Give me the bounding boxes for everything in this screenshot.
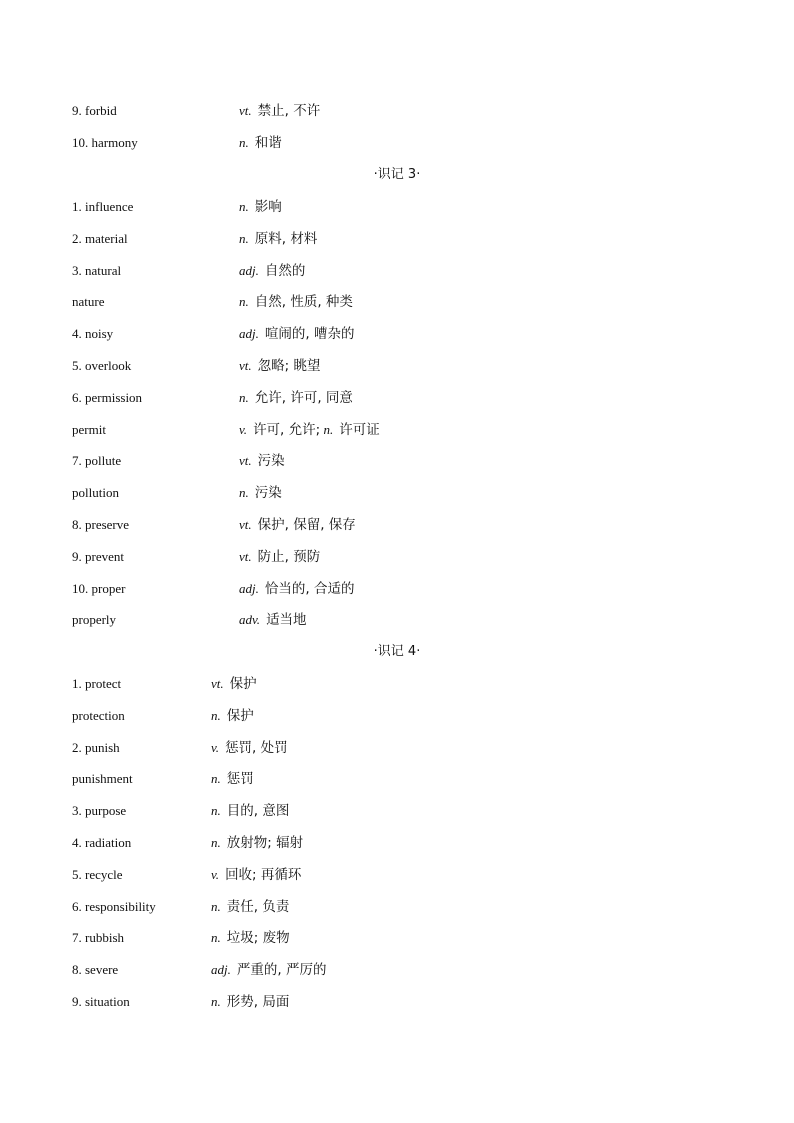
vocab-word: pollution	[72, 485, 119, 500]
vocab-word: 9. situation	[72, 994, 130, 1009]
chinese-meaning: 严重的, 严厉的	[236, 962, 327, 978]
vocab-definition	[211, 673, 257, 695]
chinese-meaning: 恰当的, 合适的	[264, 581, 355, 597]
vocab-word: 6. responsibility	[72, 899, 156, 914]
part-of-speech: n.	[239, 231, 249, 246]
chinese-meaning: 适当地	[266, 612, 307, 628]
vocab-word: punishment	[72, 771, 133, 786]
chinese-meaning: 禁止, 不许	[257, 103, 321, 119]
vocab-definition	[211, 991, 289, 1013]
vocab-definition	[239, 260, 305, 282]
part-of-speech: n.	[211, 994, 221, 1009]
section-heading-4: ·识记 4·	[373, 644, 421, 659]
vocab-word: 7. rubbish	[72, 930, 124, 945]
chinese-meaning: 喧闹的, 嘈杂的	[264, 326, 355, 342]
vocab-definition	[239, 578, 354, 600]
part-of-speech: vt.	[239, 549, 252, 564]
vocab-word: 4. noisy	[72, 326, 114, 341]
vocab-definition	[239, 482, 282, 504]
vocab-definition	[211, 896, 289, 918]
vocab-word: 3. natural	[72, 263, 122, 278]
chinese-meaning: 原料, 材料	[254, 231, 318, 247]
part-of-speech: n.	[211, 803, 221, 818]
vocab-definition	[239, 419, 380, 441]
chinese-meaning: 自然的	[264, 263, 306, 279]
vocab-word: protection	[72, 708, 125, 723]
vocab-word: 8. preserve	[72, 517, 130, 532]
chinese-meaning: 目的, 意图	[226, 803, 290, 819]
vocab-word: 10. proper	[72, 581, 126, 596]
part-of-speech: n.	[239, 199, 249, 214]
vocab-definition	[211, 800, 289, 822]
vocab-definition	[239, 228, 317, 250]
part-of-speech: n.	[211, 835, 221, 850]
vocab-word: 9. forbid	[72, 103, 117, 118]
chinese-meaning: 回收; 再循环	[225, 867, 302, 883]
vocab-word: properly	[72, 612, 117, 627]
part-of-speech: n.	[211, 771, 221, 786]
chinese-meaning: 防止, 预防	[257, 549, 321, 565]
chinese-meaning: 和谐	[254, 135, 282, 151]
section-heading-3: ·识记 3·	[373, 167, 421, 182]
vocab-definition	[239, 514, 356, 536]
part-of-speech: v.	[211, 740, 220, 755]
part-of-speech: vt.	[211, 676, 224, 691]
chinese-meaning: 许可证	[339, 422, 380, 438]
part-of-speech: adj.	[239, 326, 259, 341]
part-of-speech: v.	[239, 422, 248, 437]
chinese-meaning: 污染	[257, 453, 285, 469]
vocab-word: 9. prevent	[72, 549, 124, 564]
vocab-definition	[211, 705, 254, 727]
chinese-meaning: 自然, 性质, 种类	[254, 294, 353, 310]
chinese-meaning: 责任, 负责	[226, 899, 290, 915]
vocab-word: 8. severe	[72, 962, 119, 977]
vocab-definition	[239, 100, 320, 122]
vocab-word: nature	[72, 294, 105, 309]
part-of-speech: vt.	[239, 103, 252, 118]
part-of-speech: adj.	[239, 263, 259, 278]
chinese-meaning: 保护	[229, 676, 257, 692]
chinese-meaning: 允许, 许可, 同意	[254, 390, 353, 406]
part-of-speech: vt.	[239, 453, 252, 468]
vocab-definition	[239, 196, 282, 218]
chinese-meaning: 影响	[254, 199, 282, 215]
vocab-definition	[239, 546, 320, 568]
chinese-meaning: 污染	[254, 485, 282, 501]
part-of-speech: adj.	[239, 581, 259, 596]
vocab-word: 6. permission	[72, 390, 143, 405]
chinese-meaning: 放射物; 辐射	[226, 835, 304, 851]
chinese-meaning: 垃圾; 废物	[226, 930, 290, 946]
vocab-word: 5. recycle	[72, 867, 123, 882]
part-of-speech: n.	[323, 422, 334, 437]
part-of-speech: n.	[239, 390, 249, 405]
part-of-speech: n.	[211, 930, 221, 945]
vocab-definition	[239, 323, 354, 345]
vocab-word: 7. pollute	[72, 453, 122, 468]
vocab-word: 5. overlook	[72, 358, 132, 373]
chinese-meaning: 惩罚	[226, 771, 254, 787]
part-of-speech: adv.	[239, 612, 261, 627]
part-of-speech: n.	[239, 294, 249, 309]
vocab-definition	[239, 450, 285, 472]
vocab-definition	[211, 832, 303, 854]
vocab-word: 1. influence	[72, 199, 134, 214]
part-of-speech: n.	[211, 899, 221, 914]
chinese-meaning: 惩罚, 处罚	[225, 740, 288, 756]
vocab-word: 1. protect	[72, 676, 122, 691]
vocab-definition	[239, 609, 307, 631]
vocab-word: 4. radiation	[72, 835, 132, 850]
vocab-definition	[211, 864, 301, 886]
vocab-definition	[239, 132, 282, 154]
chinese-meaning: 保护	[226, 708, 254, 724]
vocab-word: 2. punish	[72, 740, 120, 755]
vocab-definition	[211, 737, 288, 759]
chinese-meaning: 保护, 保留, 保存	[257, 517, 356, 533]
vocab-definition	[239, 387, 353, 409]
part-of-speech: vt.	[239, 358, 252, 373]
part-of-speech: n.	[239, 135, 249, 150]
vocab-word: 10. harmony	[72, 135, 138, 150]
vocab-definition	[211, 959, 326, 981]
vocab-definition	[239, 291, 353, 313]
vocab-word: 2. material	[72, 231, 128, 246]
vocab-definition	[211, 927, 290, 949]
chinese-meaning: 形势, 局面	[226, 994, 290, 1010]
vocab-definition	[211, 768, 254, 790]
part-of-speech: vt.	[239, 517, 252, 532]
part-of-speech: n.	[239, 485, 249, 500]
part-of-speech: v.	[211, 867, 220, 882]
part-of-speech: n.	[211, 708, 221, 723]
vocab-word: permit	[72, 422, 106, 437]
vocab-definition	[239, 355, 320, 377]
chinese-meaning: 忽略; 眺望	[257, 358, 321, 374]
part-of-speech: adj.	[211, 962, 231, 977]
chinese-meaning: 许可, 允许;	[253, 422, 321, 438]
vocab-word: 3. purpose	[72, 803, 127, 818]
